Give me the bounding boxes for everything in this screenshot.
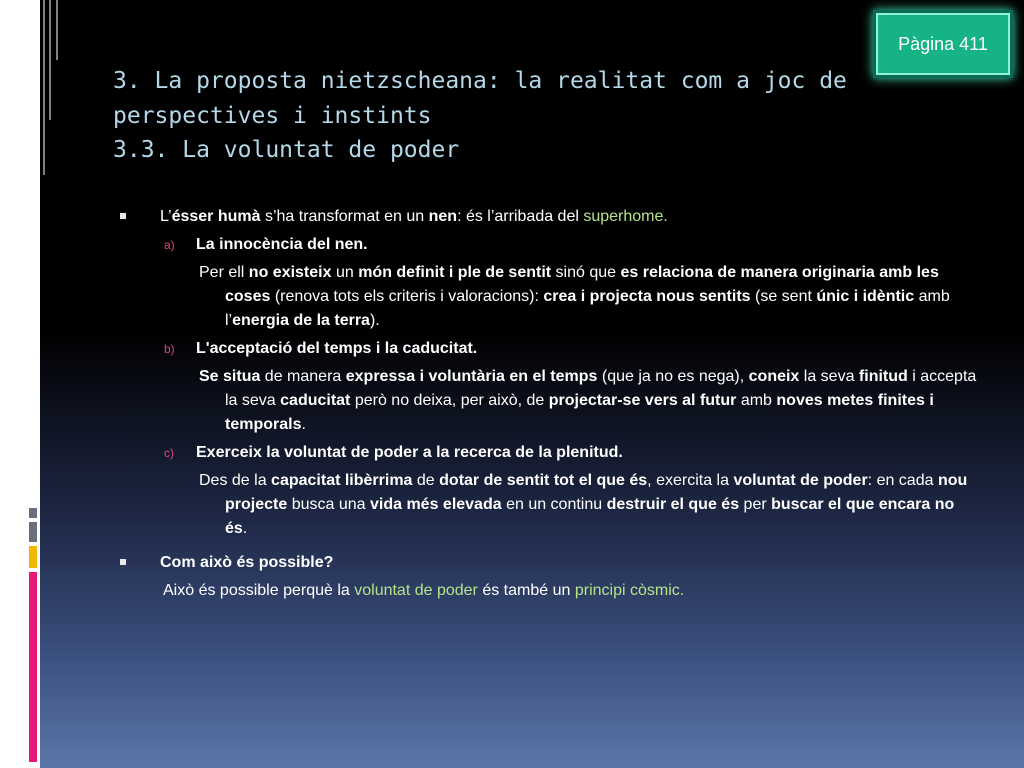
accent-bar-gray bbox=[29, 508, 37, 518]
text: amb bbox=[736, 392, 777, 409]
text: per bbox=[739, 496, 772, 513]
text-bold: crea i projecta nous sentits bbox=[543, 288, 751, 305]
text-bold: es relaciona de manera originaria amb les coses bbox=[225, 264, 939, 305]
text-bold: expressa i voluntària en el temps bbox=[345, 368, 598, 385]
text: Això és possible perquè la bbox=[163, 582, 355, 599]
bullet-heading: Com això és possible? bbox=[160, 554, 334, 571]
text: (renova tots els criteris i valoracions): bbox=[270, 288, 544, 305]
text-bold: únic i idèntic bbox=[816, 288, 915, 305]
text: L’ bbox=[160, 208, 172, 225]
text-bold: projectar-se vers al futur bbox=[548, 392, 737, 409]
bullet-square-icon bbox=[120, 559, 126, 565]
sub-heading: La innocència del nen. bbox=[196, 236, 368, 253]
slide-title bbox=[113, 64, 883, 168]
accent-bar-pink bbox=[29, 572, 37, 762]
text: sinó que bbox=[551, 264, 621, 281]
text: busca una bbox=[287, 496, 370, 513]
title-line-1: 3. La proposta nietzscheana: la realitat com a joc de bbox=[113, 68, 847, 94]
text-bold: nen bbox=[428, 208, 458, 225]
slide-content bbox=[120, 205, 980, 603]
text: és també un bbox=[477, 582, 575, 599]
sub-heading: L'acceptació del temps i la caducitat. bbox=[196, 340, 478, 357]
text: la seva bbox=[799, 368, 859, 385]
text: . bbox=[301, 416, 306, 433]
list-marker: a) bbox=[164, 238, 175, 252]
accent-bar-gray-2 bbox=[29, 522, 37, 542]
text-bold: energia de la terra bbox=[232, 312, 370, 329]
text-bold: no existeix bbox=[248, 264, 332, 281]
text-bold: món definit i ple de sentit bbox=[358, 264, 552, 281]
title-line-2: perspectives i instints bbox=[113, 102, 432, 129]
text: Per ell bbox=[199, 264, 249, 281]
text: : en cada bbox=[867, 472, 938, 489]
text: , exercita la bbox=[647, 472, 734, 489]
text: un bbox=[331, 264, 359, 281]
text: . bbox=[242, 520, 248, 537]
text: (que ja no es nega), bbox=[597, 368, 749, 385]
title-line-3: 3.3. La voluntat de poder bbox=[113, 137, 460, 163]
text-bold: nou projecte bbox=[225, 472, 968, 513]
text: però no deixa, per això, de bbox=[350, 392, 549, 409]
sub-item-a bbox=[120, 233, 980, 257]
highlight-principi: principi còsmic. bbox=[574, 582, 685, 599]
accent-bar-yellow bbox=[29, 546, 37, 568]
highlight-voluntat: voluntat de poder bbox=[354, 582, 478, 599]
text-bold: dotar de sentit tot el que és bbox=[439, 472, 648, 489]
decorative-lines bbox=[40, 0, 80, 200]
bullet-item-1 bbox=[120, 205, 980, 229]
text-bold: capacitat libèrrima bbox=[271, 472, 413, 489]
text: (se sent bbox=[750, 288, 817, 305]
text-bold: vida més elevada bbox=[369, 496, 502, 513]
text-bold: coneix bbox=[748, 368, 800, 385]
text: i accepta la seva bbox=[225, 368, 977, 409]
text: de bbox=[412, 472, 440, 489]
sub-item-a-description bbox=[120, 261, 980, 333]
bullet-item-2 bbox=[120, 551, 980, 575]
list-marker: c) bbox=[164, 446, 174, 460]
sub-item-b-description bbox=[120, 365, 980, 437]
sub-item-c bbox=[120, 441, 980, 465]
highlight-superhome: superhome. bbox=[583, 208, 668, 225]
text-bold: noves metes finites i temporals bbox=[225, 392, 934, 433]
list-marker: b) bbox=[164, 342, 175, 356]
text: : és l’arribada del bbox=[457, 208, 584, 225]
text-bold: ésser humà bbox=[171, 208, 261, 225]
text-bold: voluntat de poder bbox=[733, 472, 868, 489]
text: en un continu bbox=[501, 496, 607, 513]
sub-item-c-description bbox=[120, 469, 980, 541]
text: amb l’ bbox=[225, 288, 950, 329]
bullet-square-icon bbox=[120, 213, 126, 219]
text-bold: caducitat bbox=[280, 392, 351, 409]
text: ). bbox=[369, 312, 380, 329]
text: s’ha transformat en un bbox=[260, 208, 429, 225]
bullet-item-2-description bbox=[120, 579, 980, 603]
text-bold: Se situa bbox=[199, 368, 261, 385]
text-bold: buscar el que encara no és bbox=[225, 496, 955, 537]
sub-item-b bbox=[120, 337, 980, 361]
text-bold: destruir el que és bbox=[606, 496, 740, 513]
text: de manera bbox=[260, 368, 346, 385]
text: Des de la bbox=[199, 472, 272, 489]
sub-heading: Exerceix la voluntat de poder a la recerca de la plenitud. bbox=[196, 444, 623, 461]
text-bold: finitud bbox=[858, 368, 908, 385]
page-number-badge: Pàgina 411 bbox=[876, 13, 1010, 75]
